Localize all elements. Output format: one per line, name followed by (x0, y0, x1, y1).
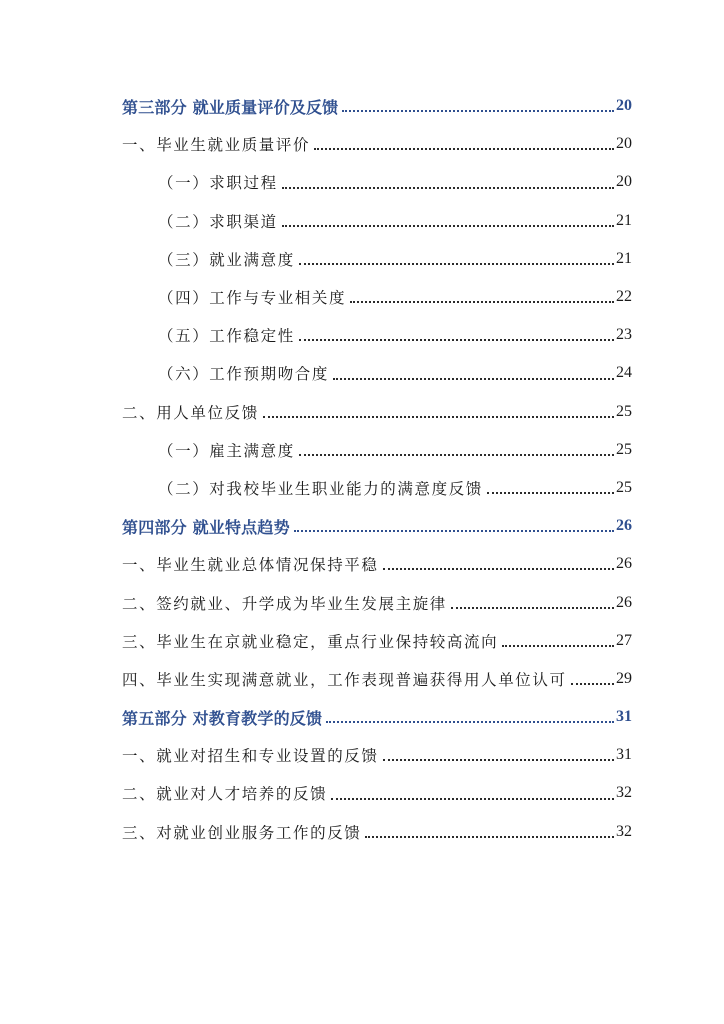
toc-subsection-3-2-2[interactable] (0, 469, 724, 507)
dot-leader (282, 186, 614, 189)
toc-entry-title: （四）工作与专业相关度 (158, 289, 347, 308)
toc-section-4-4[interactable] (0, 660, 724, 698)
dot-leader (571, 682, 614, 685)
toc-page-number: 23 (616, 326, 632, 344)
toc-subsection-3-1-2[interactable] (0, 202, 724, 240)
dot-leader (299, 453, 614, 456)
toc-page-number: 27 (616, 631, 632, 649)
dot-leader (383, 758, 614, 761)
toc-page-number: 25 (616, 440, 632, 458)
toc-page-number: 32 (616, 822, 632, 840)
toc-entry-title: （六）工作预期吻合度 (158, 365, 330, 384)
toc-entry-title: 一、就业对招生和专业设置的反馈 (122, 747, 379, 766)
toc-subsection-3-1-3[interactable] (0, 240, 724, 278)
toc-section-3-2[interactable] (0, 393, 724, 431)
toc-subsection-3-1-6[interactable] (0, 354, 724, 392)
dot-leader (487, 491, 614, 494)
toc-part-4[interactable] (0, 507, 724, 545)
toc-section-4-2[interactable] (0, 583, 724, 621)
toc-subsection-3-1-4[interactable] (0, 278, 724, 316)
toc-page-number: 31 (616, 746, 632, 764)
toc-page-number: 24 (616, 364, 632, 382)
toc-entry-title: 二、就业对人才培养的反馈 (122, 785, 328, 804)
toc-entry-title: （二）求职渠道 (158, 212, 278, 231)
toc-entry-title: 三、对就业创业服务工作的反馈 (122, 823, 362, 842)
toc-page-number: 29 (616, 669, 632, 687)
toc-page-number: 21 (616, 211, 632, 229)
toc-entry-title: 二、用人单位反馈 (122, 403, 259, 422)
toc-page-number: 21 (616, 249, 632, 267)
dot-leader (350, 300, 614, 303)
toc-section-3-1[interactable] (0, 125, 724, 163)
toc-subsection-3-2-1[interactable] (0, 431, 724, 469)
toc-entry-title: 第三部分 就业质量评价及反馈 (122, 97, 339, 117)
dot-leader (365, 835, 614, 838)
toc-page-number: 25 (616, 402, 632, 420)
toc-entry-title: （一）求职过程 (158, 174, 278, 193)
dot-leader (342, 109, 614, 112)
toc-entry-title: 三、毕业生在京就业稳定，重点行业保持较高流向 (122, 632, 499, 651)
toc-subsection-3-1-5[interactable] (0, 316, 724, 354)
dot-leader (331, 797, 614, 800)
toc-entry-title: （一）雇主满意度 (158, 441, 295, 460)
toc-page-number: 20 (616, 173, 632, 191)
toc-subsection-3-1-1[interactable] (0, 163, 724, 201)
toc-entry-title: （三）就业满意度 (158, 250, 295, 269)
toc-part-3[interactable] (0, 87, 724, 125)
toc-section-5-2[interactable] (0, 774, 724, 812)
dot-leader (326, 720, 614, 723)
dot-leader (299, 262, 614, 265)
toc-section-4-3[interactable] (0, 622, 724, 660)
toc-section-5-3[interactable] (0, 813, 724, 851)
toc-entry-title: 二、签约就业、升学成为毕业生发展主旋律 (122, 594, 447, 613)
toc-entry-title: 一、毕业生就业质量评价 (122, 136, 311, 155)
toc-entry-title: （五）工作稳定性 (158, 327, 295, 346)
toc-page-number: 31 (616, 708, 632, 726)
dot-leader (263, 415, 614, 418)
toc-page-number: 26 (616, 555, 632, 573)
toc-part-5[interactable] (0, 698, 724, 736)
dot-leader (299, 338, 614, 341)
toc-page-number: 32 (616, 784, 632, 802)
toc-entry-title: 第五部分 对教育教学的反馈 (122, 708, 323, 728)
toc-section-4-1[interactable] (0, 545, 724, 583)
toc-page-number: 26 (616, 517, 632, 535)
toc-page-number: 25 (616, 478, 632, 496)
dot-leader (314, 147, 614, 150)
toc-entry-title: 四、毕业生实现满意就业，工作表现普遍获得用人单位认可 (122, 670, 567, 689)
toc-page-number: 26 (616, 593, 632, 611)
dot-leader (383, 567, 614, 570)
toc-page-number: 22 (616, 288, 632, 306)
dot-leader (282, 224, 614, 227)
toc-entry-title: （二）对我校毕业生职业能力的满意度反馈 (158, 479, 483, 498)
toc-entry-title: 一、毕业生就业总体情况保持平稳 (122, 556, 379, 575)
dot-leader (294, 529, 614, 532)
toc-page-number: 20 (616, 97, 632, 115)
dot-leader (502, 644, 614, 647)
toc-section-5-1[interactable] (0, 736, 724, 774)
dot-leader (333, 377, 614, 380)
toc-page-number: 20 (616, 135, 632, 153)
toc-entry-title: 第四部分 就业特点趋势 (122, 517, 290, 537)
table-of-contents (0, 87, 724, 851)
dot-leader (451, 606, 614, 609)
